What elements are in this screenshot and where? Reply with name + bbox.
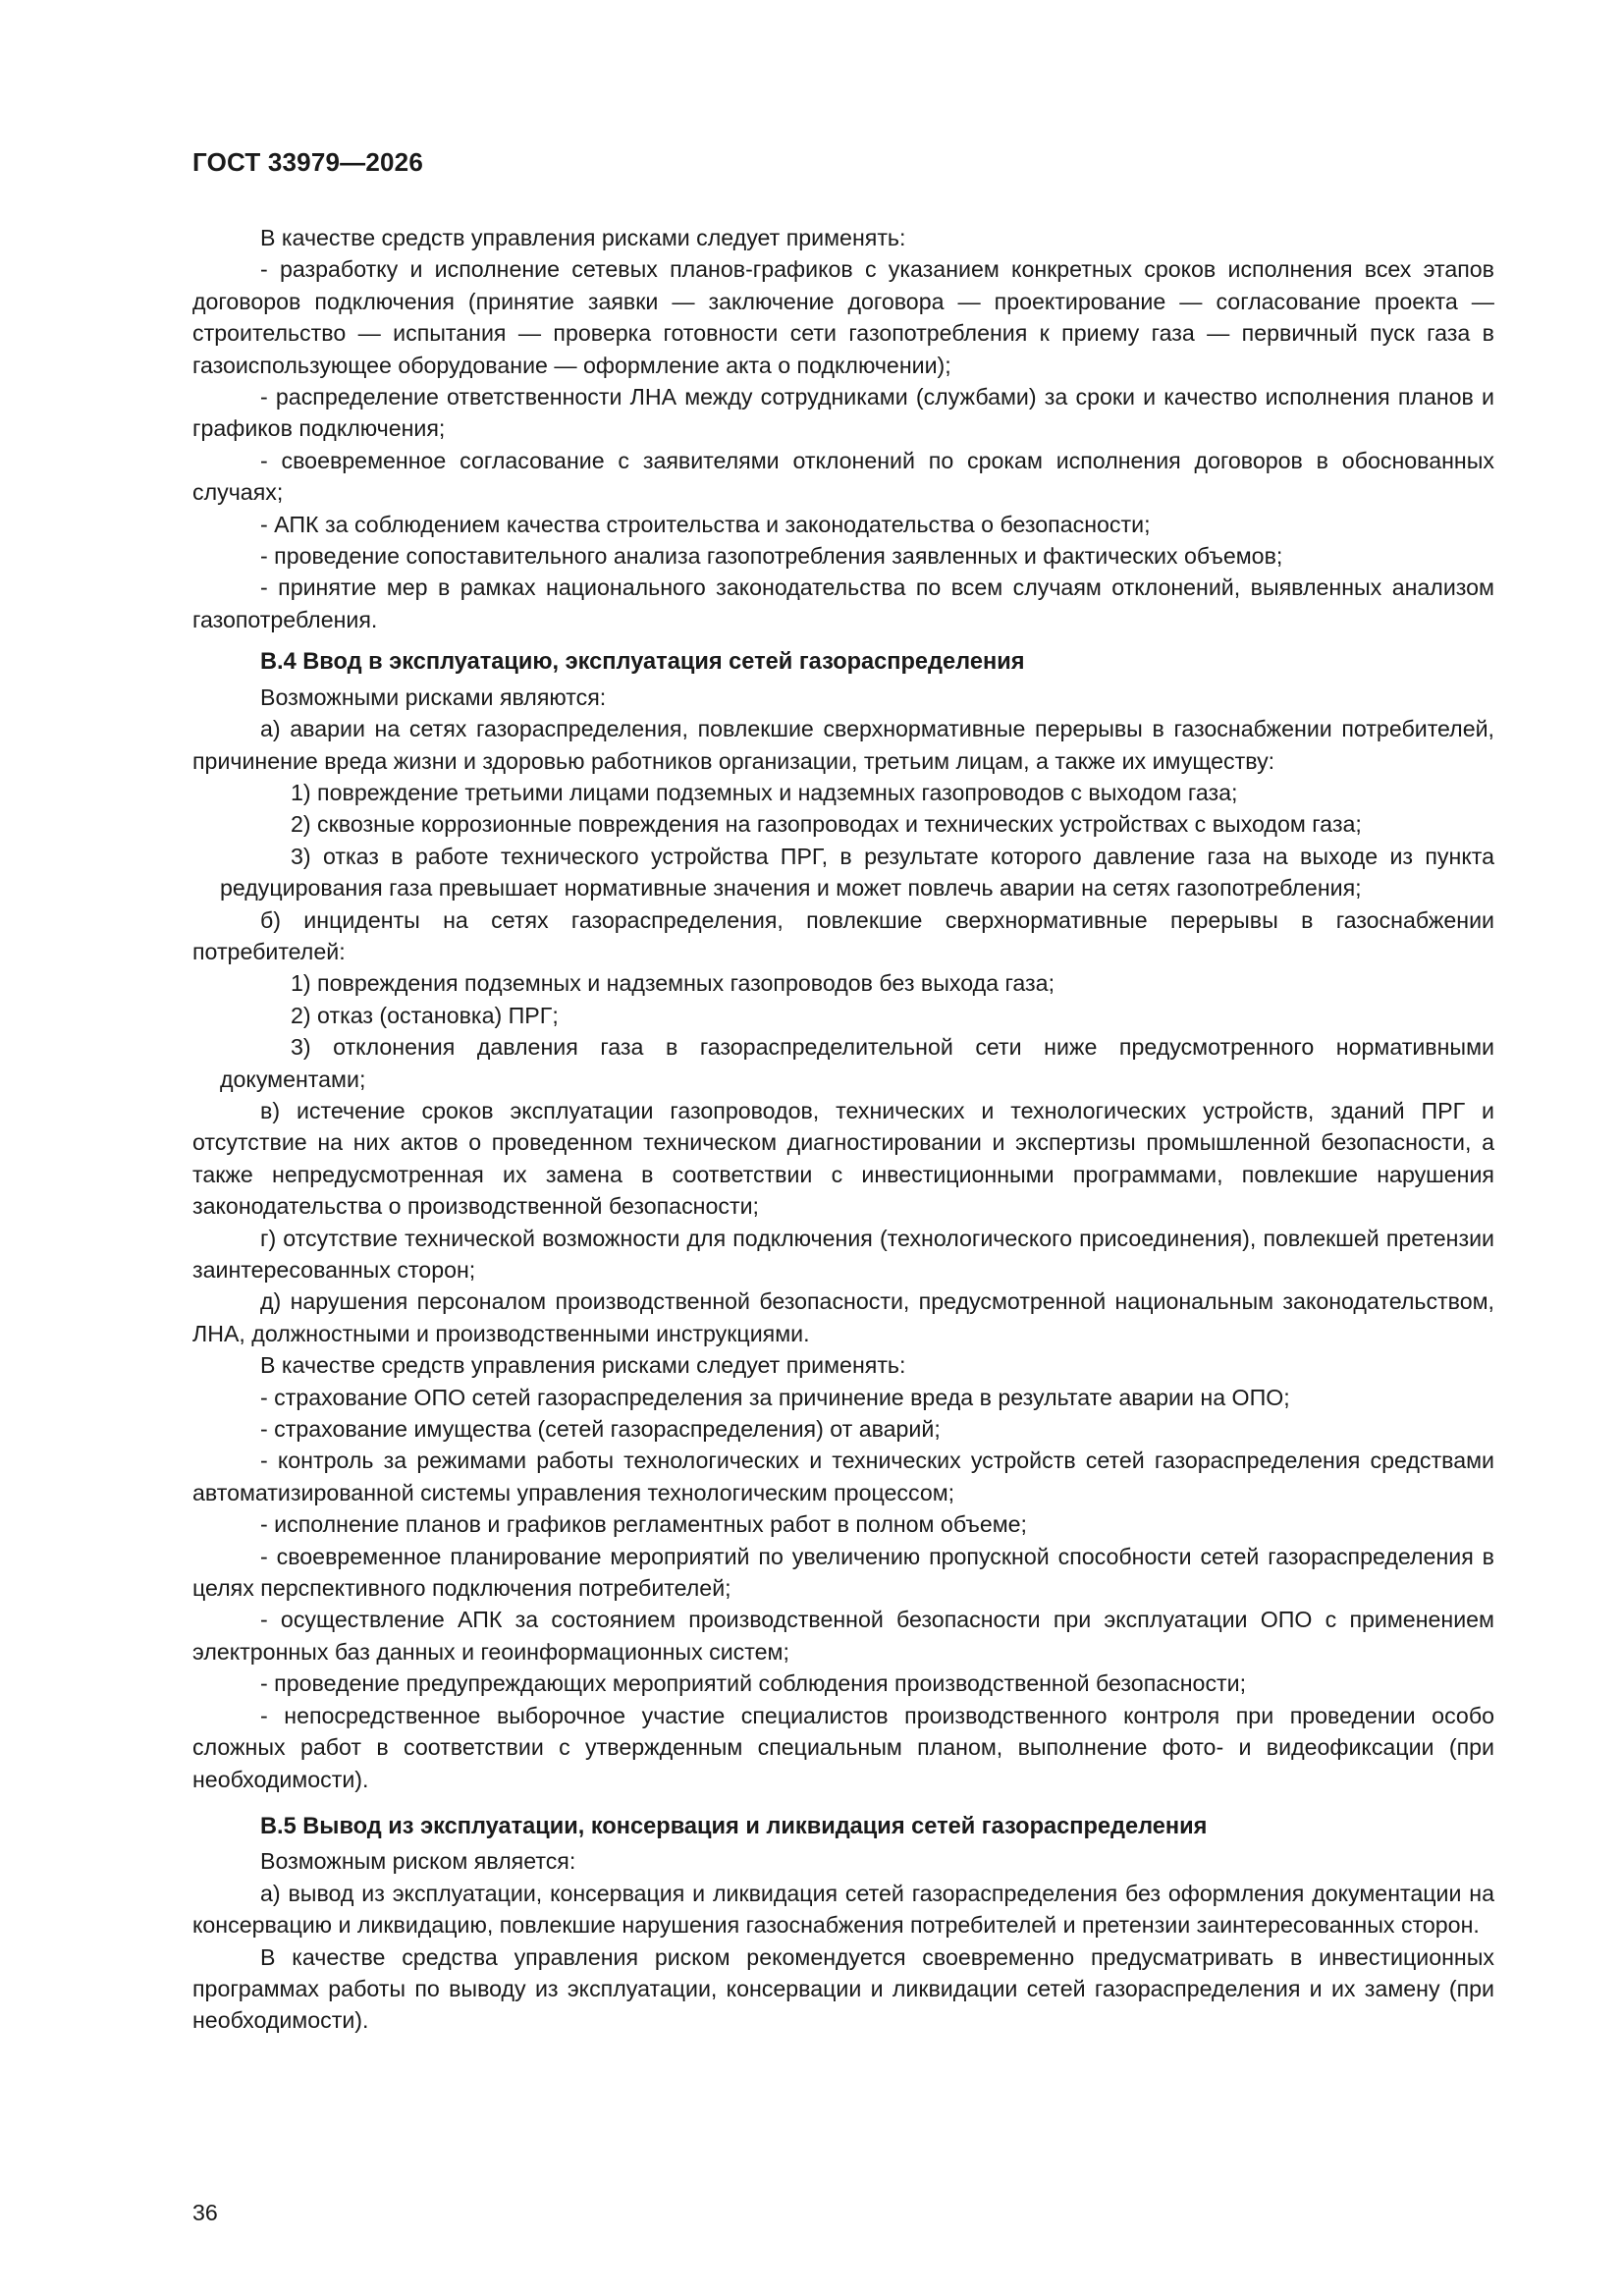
sub-list-item: 1) повреждения подземных и надземных газопроводов без выхода газа; — [291, 970, 1055, 997]
paragraph: В качестве средств управления рисками следует применять: — [260, 1352, 906, 1379]
list-item: - непосредственное выборочное участие специалистов производственного контроля при проведении особо сложных работ в соответствии с утвержденным специальным планом, выполнение фото- и видеофиксации (при необходимости). — [192, 1702, 1494, 1792]
paragraph: Возможным риском является: — [260, 1848, 576, 1875]
sub-list-item: 3) отклонения давления газа в газораспределительной сети ниже предусмотренного нормативными документами; — [220, 1034, 1494, 1092]
paragraph: Возможными рисками являются: — [260, 683, 607, 710]
section-heading-b4: В.4 Ввод в эксплуатацию, эксплуатация сетей газораспределения — [260, 649, 1025, 676]
sub-list-item: 3) отказ в работе технического устройства ПРГ, в результате которого давление газа на выходе из пункта редуцирования газа превышает нормативные значения и может повлечь аварии на сетях газопотребления; — [220, 843, 1494, 902]
document-code-header: ГОСТ 33979—2026 — [192, 147, 423, 177]
list-item: - проведение предупреждающих мероприятий соблюдения производственной безопасности; — [260, 1670, 1247, 1697]
list-item: - страхование ОПО сетей газораспределения за причинение вреда в результате аварии на ОПО; — [260, 1384, 1290, 1410]
list-item: - проведение сопоставительного анализа газопотребления заявленных и фактических объемов; — [260, 543, 1283, 570]
sub-list-item: 2) отказ (остановка) ПРГ; — [291, 1002, 559, 1028]
list-item: а) вывод из эксплуатации, консервация и ликвидация сетей газораспределения без оформления документации на консервацию и ликвидацию, повлекшие нарушения газоснабжения потребителей и претензии заинтересованных сторон. — [192, 1880, 1494, 1939]
paragraph: В качестве средств управления рисками следует применять: — [260, 225, 906, 250]
list-item: в) истечение сроков эксплуатации газопроводов, технических и технологических устройств, зданий ПРГ и отсутствие на них актов о проведенном техническом диагностировании и экспертизы промышленной безопасности, а также непредусмотренная их замена в соответствии с инвестиционными программами, повлекшие нарушения законодательства о производственной безопасности; — [192, 1097, 1494, 1220]
list-item: - распределение ответственности ЛНА между сотрудниками (службами) за сроки и качество исполнения планов и графиков подключения; — [192, 384, 1494, 442]
list-item: - осуществление АПК за состоянием производственной безопасности при эксплуатации ОПО с применением электронных баз данных и геоинформационных систем; — [192, 1607, 1494, 1665]
paragraph: В качестве средства управления риском рекомендуется своевременно предусматривать в инвестиционных программах работы по выводу из эксплуатации, консервации и ликвидации сетей газораспределения и их замену (при необходимости). — [192, 1943, 1494, 2034]
list-item: - контроль за режимами работы технологических и технических устройств сетей газораспределения средствами автоматизированной системы управления технологическим процессом; — [192, 1448, 1494, 1505]
section-heading-b5: В.5 Вывод из эксплуатации, консервация и ликвидация сетей газораспределения — [260, 1813, 1208, 1839]
list-item: - принятие мер в рамках национального законодательства по всем случаям отклонений, выявленных анализом газопотребления. — [192, 574, 1494, 632]
page-content — [192, 222, 1494, 2037]
list-item: б) инциденты на сетях газораспределения, повлекшие сверхнормативные перерывы в газоснабжении потребителей: — [192, 906, 1494, 964]
list-item: - исполнение планов и графиков регламентных работ в полном объеме; — [260, 1511, 1028, 1538]
list-item: а) аварии на сетях газораспределения, повлекшие сверхнормативные перерывы в газоснабжении потребителей, причинение вреда жизни и здоровью работников организации, третьим лицам, а также их имуществу: — [192, 716, 1494, 774]
list-item: д) нарушения персоналом производственной безопасности, предусмотренной национальным законодательством, ЛНА, должностными и производственными инструкциями. — [192, 1288, 1494, 1346]
list-item: г) отсутствие технической возможности для подключения (технологического присоединения), повлекшей претензии заинтересованных сторон; — [192, 1225, 1494, 1283]
list-item: - АПК за соблюдением качества строительства и законодательства о безопасности; — [260, 511, 1151, 537]
list-item: - своевременное планирование мероприятий по увеличению пропускной способности сетей газораспределения в целях перспективного подключения потребителей; — [192, 1543, 1494, 1602]
sub-list-item: 1) повреждение третьими лицами подземных и надземных газопроводов с выходом газа; — [291, 779, 1238, 805]
list-item: - разработку и исполнение сетевых планов-графиков с указанием конкретных сроков исполнения всех этапов договоров подключения (принятие заявки — заключение договора — проектирование — согласование проекта — строительство — испытания — проверка готовности сети газопотребления к приему газа — первичный пуск газа в газоиспользующее оборудование — оформление акта о подключении); — [192, 256, 1494, 378]
list-item: - страхование имущества (сетей газораспределения) от аварий; — [260, 1416, 941, 1443]
page-number: 36 — [192, 2200, 218, 2225]
list-item: - своевременное согласование с заявителями отклонений по срокам исполнения договоров в обоснованных случаях; — [192, 447, 1494, 506]
sub-list-item: 2) сквозные коррозионные повреждения на газопроводах и технических устройствах с выходом газа; — [291, 811, 1362, 838]
